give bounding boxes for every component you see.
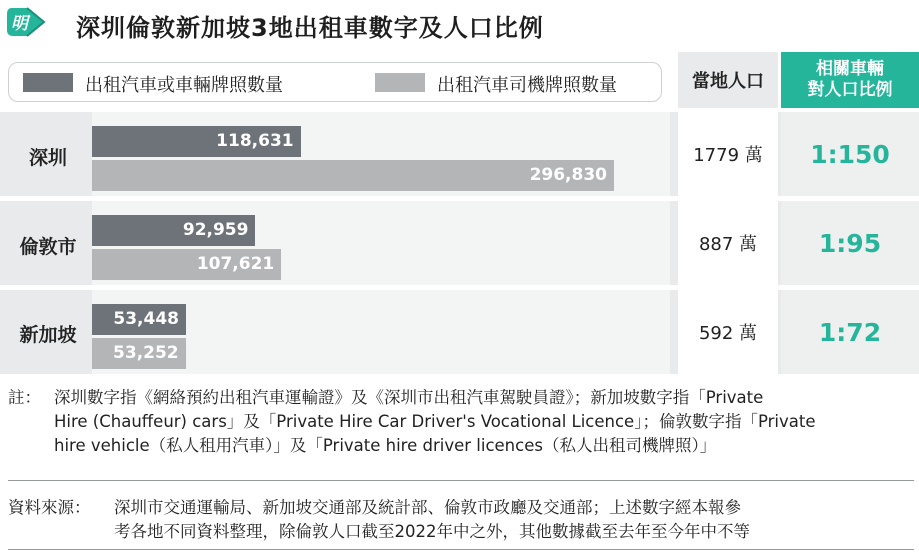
ratio-value: 1:72: [781, 290, 919, 374]
population-header: 當地人口: [678, 52, 778, 108]
city-label: 倫敦市: [19, 236, 77, 258]
bar-value-label: 296,830: [529, 165, 607, 185]
population-value: 887 萬: [678, 201, 778, 285]
city-label: 深圳: [28, 147, 67, 169]
ratio-value: 1:95: [781, 201, 919, 285]
page-title: 深圳倫敦新加坡3地出租車數字及人口比例: [76, 14, 544, 42]
legend-swatch-licences: [23, 73, 73, 92]
population-value: 592 萬: [678, 290, 778, 374]
source-line: 深圳市交通運輸局、新加坡交通部及統計部、倫敦市政廳及交通部；上述數字經本報參: [114, 498, 741, 517]
divider: [8, 480, 914, 481]
title-row: [0, 0, 919, 46]
bar-value-label: 107,621: [196, 254, 275, 274]
ratio-header-line2: 對人口比例: [807, 80, 893, 100]
footnote-prefix: 註：: [8, 388, 41, 407]
bar-value-label: 53,448: [113, 309, 179, 329]
legend: [8, 62, 662, 102]
ratio-header-line1: 相關車輛: [816, 58, 884, 79]
footnote-body: [54, 386, 918, 458]
footnote-line: Hire (Chauffeur) cars」及「Private Hire Car Driver's Vocational Licence」；倫敦數字指「Private: [54, 412, 816, 431]
population-value: 1779 萬: [678, 112, 778, 196]
bar-value-label: 53,252: [113, 343, 179, 363]
legend-label-licences: 出租汽車或車輛牌照數量: [85, 75, 283, 96]
source-prefix: 資料來源：: [8, 498, 91, 517]
footnote-line: 深圳數字指《網絡預約出租汽車運輸證》及《深圳市出租汽車駕駛員證》；新加坡數字指「Private: [54, 388, 764, 407]
city-label: 新加坡: [19, 324, 77, 346]
bar-value-label: 118,631: [216, 131, 294, 151]
source-body: [114, 496, 918, 544]
ratio-header: [781, 52, 919, 108]
legend-swatch-drivers: [375, 73, 425, 92]
footnote-line: hire vehicle（私人租用汽車）」及「Private hire driver licences（私人出租司機牌照）」: [54, 436, 717, 455]
bottom-divider: [8, 549, 914, 550]
mingpao-logo-icon: [6, 5, 46, 39]
source-line: 考各地不同資料整理，除倫敦人口截至2022年中之外，其他數據截至去年至今年中不等: [114, 522, 750, 541]
legend-label-drivers: 出租汽車司機牌照數量: [437, 75, 617, 96]
bar-value-label: 92,959: [182, 220, 249, 240]
ratio-value: 1:150: [781, 112, 919, 196]
logo-glyph: 明: [11, 14, 28, 34]
